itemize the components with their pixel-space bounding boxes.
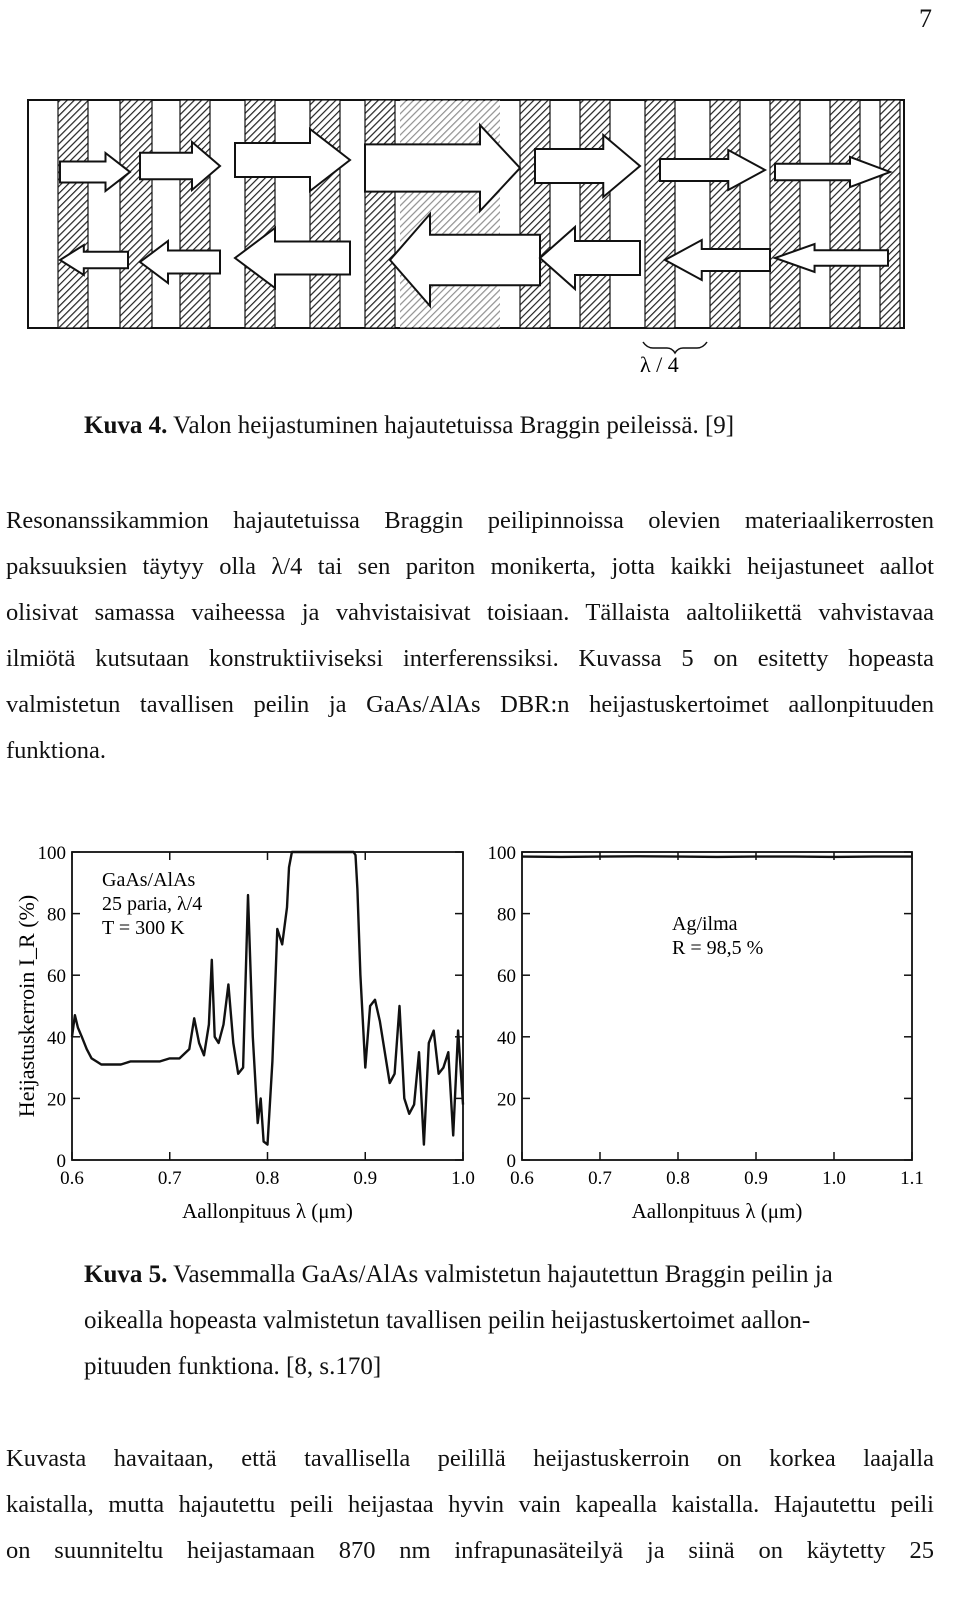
figure4-caption-text: Valon heijastuminen hajautetuissa Braggin peileissä. [9] [167, 412, 735, 439]
figure5-caption-line: oikealla hopeasta valmistetun tavallisen peilin heijastuskertoimet aallon- [84, 1307, 811, 1334]
hatched-layer [58, 100, 88, 328]
reflectance-series-2 [522, 856, 912, 857]
hatched-layer [770, 100, 800, 328]
paragraph-2-line: kaistalla, mutta hajautettu peili heijastaa hyvin vain kapealla kaistalla. Hajautettu peili [6, 1491, 934, 1518]
paragraph-1-line: valmistetun tavallisen peilin ja GaAs/AlAs DBR:n heijastuskertoimet aallonpituuden [6, 691, 934, 718]
paragraph-1 [6, 498, 934, 774]
paragraph-2 [6, 1436, 934, 1574]
plot-annotation: R = 98,5 % [672, 937, 764, 959]
paragraph-2-line: Kuvasta havaitaan, että tavallisella peilillä heijastuskerroin on korkea laajalla [6, 1445, 934, 1472]
x-tick-label: 0.8 [666, 1168, 690, 1189]
lambda-quarter-label: λ / 4 [640, 352, 679, 377]
x-tick-label: 0.6 [510, 1168, 534, 1189]
hatched-layer [365, 100, 395, 328]
figure4-caption-label: Kuva 4. [84, 412, 168, 439]
y-tick-label: 0 [506, 1151, 516, 1172]
x-tick-label: 1.0 [822, 1168, 846, 1189]
y-tick-label: 80 [47, 904, 66, 926]
y-tick-label: 60 [47, 966, 66, 988]
figure5-caption-line: Vasemmalla GaAs/AlAs valmistetun hajautettun Braggin peilin ja [167, 1261, 833, 1288]
hatched-layer [180, 100, 210, 328]
y-tick-label: 20 [47, 1089, 66, 1111]
paragraph-1-line: paksuuksien täytyy olla λ/4 tai sen pariton monikerta, jotta kaikki heijastuneet aallot [6, 553, 934, 580]
x-tick-label: 0.7 [588, 1168, 612, 1189]
x-tick-label: 1.1 [900, 1168, 924, 1189]
layer-stack [28, 100, 904, 328]
page-number: 7 [919, 4, 932, 33]
plot-annotation: 25 paria, λ/4 [102, 893, 203, 915]
y-tick-label: 80 [497, 904, 516, 926]
paragraph-2-line: on suunniteltu heijastamaan 870 nm infrapunasäteilyä ja siinä on käytetty 25 [6, 1537, 934, 1564]
paragraph-1-line: olisivat samassa vaiheessa ja vahvistaisivat toisiaan. Tällaista aaltoliikettä vahvistavaa [6, 599, 934, 626]
paragraph-1-line: ilmiötä kutsutaan konstruktiiviseksi interferenssiksi. Kuvassa 5 on esitetty hopeasta [6, 645, 934, 672]
x-axis-label: Aallonpituus λ (μm) [631, 1199, 803, 1223]
hatched-layer [520, 100, 550, 328]
hatched-layer [830, 100, 860, 328]
y-tick-label: 0 [56, 1151, 66, 1172]
y-tick-label: 40 [497, 1027, 516, 1049]
y-tick-label: 20 [497, 1089, 516, 1111]
y-tick-label: 60 [497, 966, 516, 988]
plot-frame-2 [522, 852, 912, 1160]
bragg-mirror-figure [20, 90, 920, 390]
y-tick-label: 100 [487, 843, 516, 864]
hatched-layer [880, 100, 900, 328]
x-axis-label: Aallonpituus λ (μm) [182, 1199, 353, 1223]
hatched-layer [120, 100, 152, 328]
hatched-layer [710, 100, 740, 328]
x-tick-label: 1.0 [451, 1168, 475, 1189]
figure5-caption [84, 1252, 904, 1390]
x-tick-label: 0.7 [157, 1168, 182, 1189]
hatched-layer [580, 100, 610, 328]
hatched-layer [245, 100, 275, 328]
y-tick-label: 40 [47, 1027, 66, 1049]
paragraph-1-line: Resonanssikammion hajautetuissa Braggin peilipinnoissa olevien materiaalikerrosten [6, 507, 934, 534]
x-tick-label: 0.6 [60, 1168, 84, 1189]
plot-annotation: Ag/ilma [672, 913, 738, 935]
reflectance-charts [0, 828, 960, 1228]
hatched-layer [645, 100, 675, 328]
y-axis-label: Heijastuskerroin I_R (%) [14, 894, 39, 1118]
x-tick-label: 0.8 [255, 1168, 280, 1189]
paragraph-1-line: funktiona. [6, 737, 107, 764]
plot-annotation: GaAs/AlAs [102, 869, 196, 891]
figure5-caption-line: pituuden funktiona. [8, s.170] [84, 1353, 382, 1380]
x-tick-label: 0.9 [744, 1168, 768, 1189]
y-tick-label: 100 [37, 843, 66, 864]
figure5-caption-label: Kuva 5. [84, 1261, 168, 1288]
plot-annotation: T = 300 K [102, 917, 185, 939]
x-tick-label: 0.9 [353, 1168, 378, 1189]
figure4-caption [84, 412, 734, 440]
